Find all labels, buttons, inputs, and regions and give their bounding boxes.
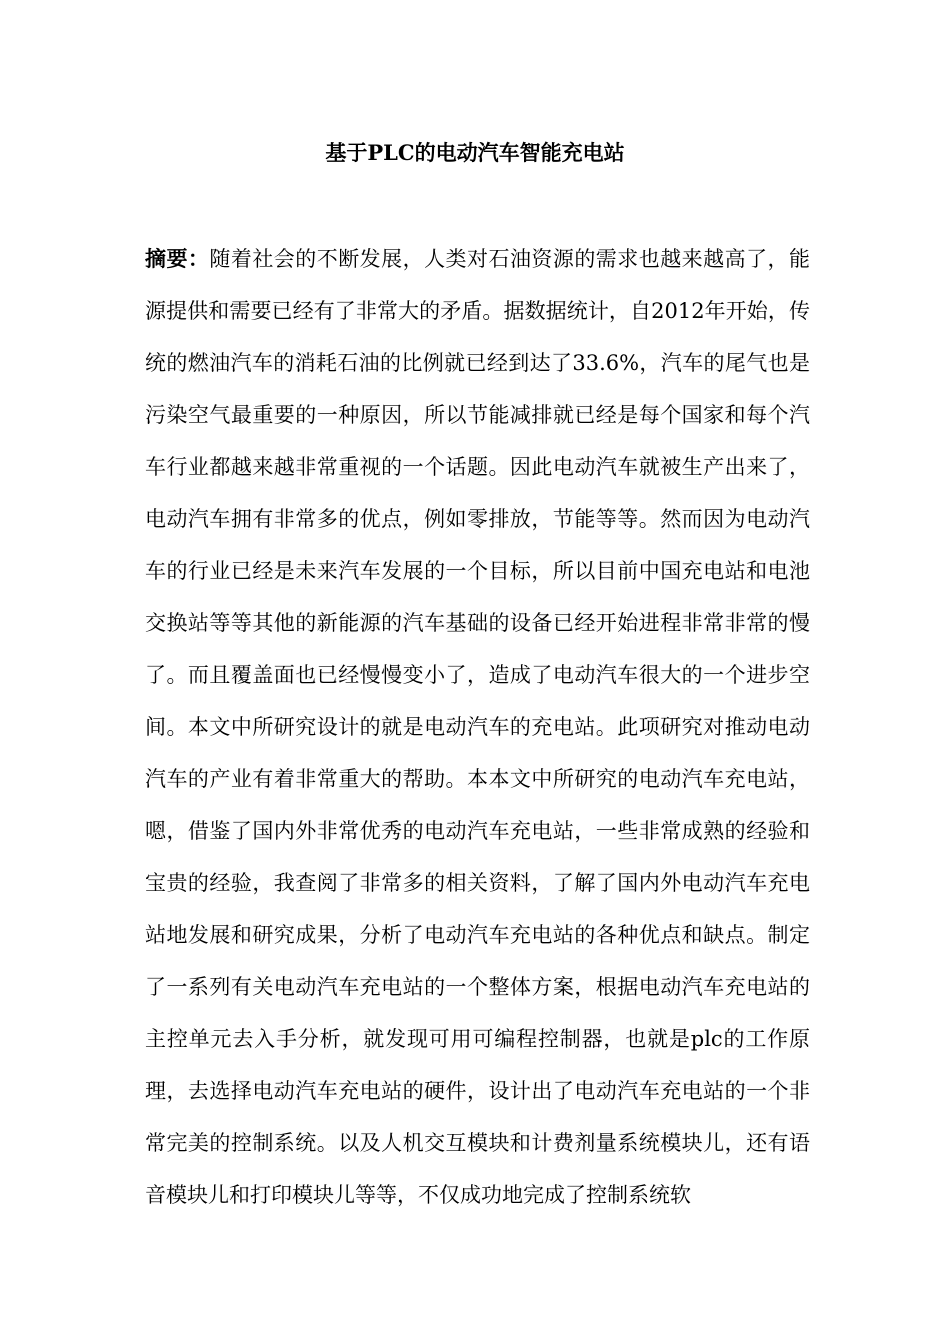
abstract-text: 随着社会的不断发展，人类对石油资源的需求也越来越高了，能源提供和需要已经有了非常大的矛盾。据数据统计，自2012年开始，传统的燃油汽车的消耗石油的比例就已经到达了33.6%，汽车的尾气也是污染空气最重要的一种原因，所以节能减排就已经是每个国家和每个汽车行业都越来越非常重视的一个话题。因此电动汽车就被生产出来了，电动汽车拥有非常多的优点，例如零排放，节能等等。然而因为电动汽车的行业已经是未来汽车发展的一个目标，所以目前中国充电站和电池交换站等等其他的新能源的汽车基础的设备已经开始进程非常非常的慢了。而且覆盖面也已经慢慢变小了，造成了电动汽车很大的一个进步空间。本文中所研究设计的就是电动汽车的充电站。此项研究对推动电动汽车的产业有着非常重大的帮助。本本文中所研究的电动汽车充电站，嗯，借鉴了国内外非常优秀的电动汽车充电站，一些非常成熟的经验和宝贵的经验，我查阅了非常多的相关资料，了解了国内外电动汽车充电站地发展和研究成果，分析了电动汽车充电站的各种优点和缺点。制定了一系列有关电动汽车充电站的一个整体方案，根据电动汽车充电站的主控单元去入手分析，就发现可用可编程控制器，也就是plc的工作原理，去选择电动汽车充电站的硬件，设计出了电动汽车充电站的一个非常完美的控制系统。以及人机交互模块和计费剂量系统模块儿，还有语音模块儿和打印模块儿等等，不仅成功地完成了控制系统软 [145, 247, 811, 1207]
document-title: 基于PLC的电动汽车智能充电站 [325, 140, 625, 165]
abstract-label: 摘要： [145, 246, 210, 271]
abstract-paragraph [145, 233, 810, 1221]
